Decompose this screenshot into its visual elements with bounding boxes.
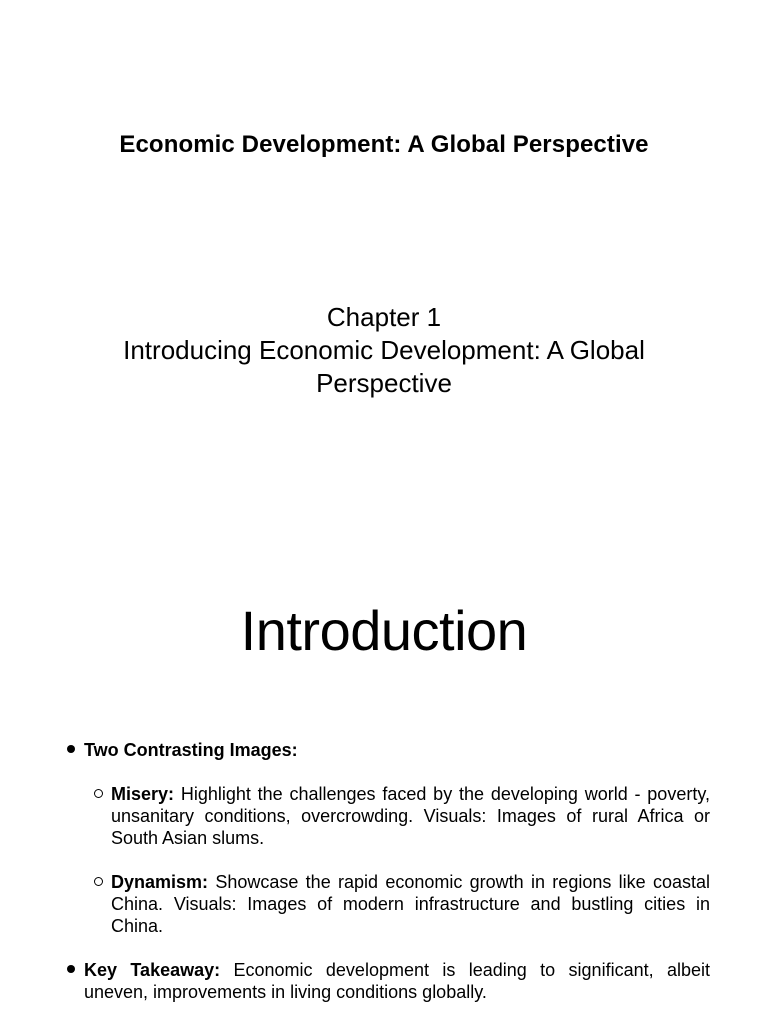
bullet-list <box>67 739 710 1003</box>
subitem-text: Showcase the rapid economic growth in regions like coastal China. Visuals: Images of modern infrastructure and bustling cities in China. <box>111 872 710 936</box>
subitem-text: Highlight the challenges faced by the developing world - poverty, unsanitary conditions, overcrowding. Visuals: Images of rural Africa or South Asian slums. <box>111 784 710 848</box>
filled-bullet-icon <box>67 965 75 973</box>
bullet-item-two-contrasting-images <box>67 739 710 761</box>
hollow-bullet-icon <box>94 789 103 798</box>
chapter-number: Chapter 1 <box>326 302 442 332</box>
subitem-label: Dynamism: <box>111 872 209 892</box>
bullet-label: Key Takeaway: <box>84 960 221 980</box>
bullet-text: Economic development is leading to significant, albeit uneven, improvements in living conditions globally. <box>84 960 710 1002</box>
subitem-misery <box>94 783 710 849</box>
bullet-item-key-takeaway <box>67 959 710 1003</box>
filled-bullet-icon <box>67 745 75 753</box>
section-heading: Introduction <box>240 599 528 662</box>
hollow-bullet-icon <box>94 877 103 886</box>
subitem-dynamism <box>94 871 710 937</box>
document-title: Economic Development: A Global Perspective <box>119 131 649 158</box>
chapter-title-line-1: Introducing Economic Development: A Global <box>123 335 645 365</box>
chapter-title-line-2: Perspective <box>316 368 452 398</box>
chapter-heading <box>84 301 684 400</box>
bullet-label: Two Contrasting Images: <box>84 740 298 760</box>
subitem-label: Misery: <box>111 784 175 804</box>
